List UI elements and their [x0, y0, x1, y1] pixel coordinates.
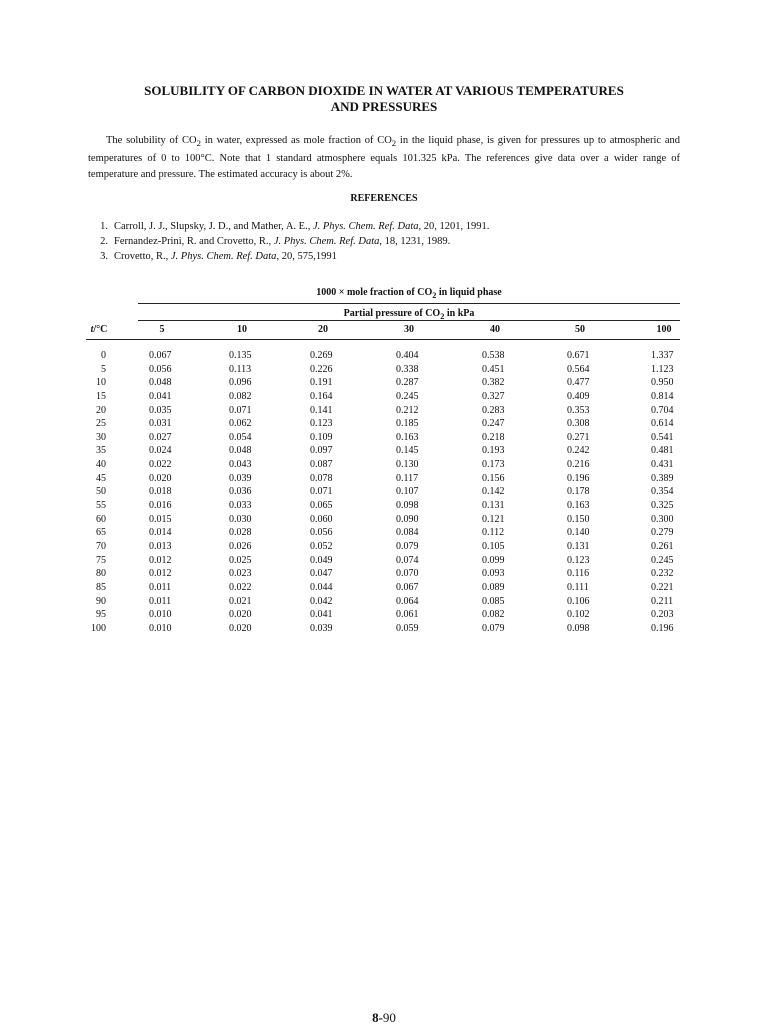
- mole-fraction-cell: 0.041: [310, 609, 333, 621]
- table-row: [0, 431, 768, 445]
- mole-fraction-cell: 0.109: [310, 431, 333, 443]
- mole-fraction-cell: 0.054: [229, 431, 252, 443]
- mole-fraction-cell: 0.338: [396, 363, 419, 375]
- table-row: [0, 417, 768, 431]
- temperature-cell: 10: [96, 377, 106, 389]
- mole-fraction-cell: 0.039: [229, 472, 252, 484]
- table-row: [0, 444, 768, 458]
- mole-fraction-cell: 0.226: [310, 363, 333, 375]
- pressure-column-header: 20: [318, 324, 328, 335]
- mole-fraction-cell: 0.216: [567, 459, 590, 471]
- mole-fraction-cell: 0.087: [310, 459, 333, 471]
- references-list: [88, 219, 489, 264]
- table-row: [0, 404, 768, 418]
- mole-fraction-cell: 0.106: [567, 595, 590, 607]
- table-row: [0, 608, 768, 622]
- mole-fraction-cell: 0.269: [310, 350, 333, 361]
- mole-fraction-cell: 0.614: [651, 418, 674, 430]
- mole-fraction-cell: 0.221: [651, 581, 674, 593]
- mole-fraction-cell: 0.111: [567, 581, 589, 593]
- temperature-cell: 100: [91, 622, 106, 634]
- mole-fraction-cell: 0.242: [567, 445, 590, 457]
- mole-fraction-cell: 0.477: [567, 377, 590, 389]
- mole-fraction-cell: 0.056: [149, 363, 172, 375]
- intro-paragraph: [88, 133, 680, 183]
- pressure-column-header: 50: [575, 324, 585, 335]
- mole-fraction-cell: 0.123: [310, 418, 333, 430]
- references-heading: REFERENCES: [350, 193, 418, 204]
- mole-fraction-cell: 0.089: [482, 581, 505, 593]
- mole-fraction-cell: 0.049: [310, 554, 333, 566]
- mole-fraction-cell: 0.131: [482, 500, 505, 512]
- mole-fraction-cell: 0.116: [567, 568, 590, 580]
- table-row: [0, 363, 768, 377]
- mole-fraction-cell: 0.071: [229, 404, 252, 416]
- mole-fraction-cell: 0.178: [567, 486, 590, 498]
- mole-fraction-cell: 0.025: [229, 554, 252, 566]
- mole-fraction-cell: 0.043: [229, 459, 252, 471]
- mole-fraction-cell: 0.041: [149, 390, 172, 402]
- temperature-cell: 30: [96, 431, 106, 443]
- mole-fraction-cell: 0.079: [482, 622, 505, 634]
- mole-fraction-cell: 0.070: [396, 568, 419, 580]
- mole-fraction-cell: 0.096: [229, 377, 252, 389]
- table-caption-text: 1000 × mole fraction of CO: [316, 287, 433, 298]
- mole-fraction-cell: 0.059: [396, 622, 419, 634]
- mole-fraction-cell: 0.015: [149, 513, 172, 525]
- mole-fraction-cell: 0.071: [310, 486, 333, 498]
- mole-fraction-cell: 0.028: [229, 527, 252, 539]
- mole-fraction-cell: 0.245: [651, 554, 674, 566]
- temperature-cell: 90: [96, 595, 106, 607]
- mole-fraction-cell: 0.191: [310, 377, 333, 389]
- table-row: [0, 390, 768, 404]
- table-row: [0, 349, 768, 363]
- mole-fraction-cell: 0.079: [396, 540, 419, 552]
- mole-fraction-cell: 0.010: [149, 622, 172, 634]
- mole-fraction-cell: 0.300: [651, 513, 674, 525]
- table-subcaption-subscript: 2: [440, 312, 445, 321]
- mole-fraction-cell: 0.090: [396, 513, 419, 525]
- mole-fraction-cell: 0.245: [396, 390, 419, 402]
- mole-fraction-cell: 0.271: [567, 431, 590, 443]
- mole-fraction-cell: 0.012: [149, 554, 172, 566]
- mole-fraction-cell: 0.064: [396, 595, 419, 607]
- table-row: [0, 595, 768, 609]
- temperature-cell: 80: [96, 568, 106, 580]
- table-row: [0, 376, 768, 390]
- mole-fraction-cell: 0.078: [310, 472, 333, 484]
- mole-fraction-cell: 0.211: [651, 595, 674, 607]
- reference-number: 1.: [100, 221, 108, 232]
- mole-fraction-cell: 1.337: [651, 350, 674, 361]
- page-number-section: 8-: [372, 1010, 383, 1025]
- temperature-cell: 0: [101, 350, 106, 361]
- mole-fraction-cell: 0.036: [229, 486, 252, 498]
- mole-fraction-cell: 0.062: [229, 418, 252, 430]
- temperature-cell: 55: [96, 500, 106, 512]
- mole-fraction-cell: 0.131: [567, 540, 590, 552]
- mole-fraction-cell: 0.283: [482, 404, 505, 416]
- intro-subscript-2: 2: [391, 138, 397, 149]
- table-row: [0, 485, 768, 499]
- mole-fraction-cell: 0.196: [567, 472, 590, 484]
- reference-number: 2.: [100, 236, 108, 247]
- page-title-line-2: AND PRESSURES: [330, 99, 438, 114]
- pressure-column-header: 5: [159, 324, 165, 335]
- mole-fraction-cell: 0.042: [310, 595, 333, 607]
- mole-fraction-cell: 0.052: [310, 540, 333, 552]
- mole-fraction-cell: 0.020: [149, 472, 172, 484]
- mole-fraction-cell: 0.097: [310, 445, 333, 457]
- mole-fraction-cell: 0.232: [651, 568, 674, 580]
- page-number-value: 90: [382, 1010, 396, 1025]
- mole-fraction-cell: 0.105: [482, 540, 505, 552]
- table-row: [0, 622, 768, 636]
- mole-fraction-cell: 0.212: [396, 404, 419, 416]
- mole-fraction-cell: 0.047: [310, 568, 333, 580]
- pressure-column-header: 100: [656, 324, 672, 335]
- mole-fraction-cell: 0.671: [567, 350, 590, 361]
- temperature-cell: 45: [96, 472, 106, 484]
- mole-fraction-cell: 0.218: [482, 431, 505, 443]
- mole-fraction-cell: 0.404: [396, 350, 419, 361]
- mole-fraction-cell: 0.279: [651, 527, 674, 539]
- temperature-cell: 70: [96, 540, 106, 552]
- reference-number: 3.: [100, 251, 108, 262]
- mole-fraction-cell: 0.541: [651, 431, 674, 443]
- mole-fraction-cell: 0.035: [149, 404, 172, 416]
- intro-text-2: in water, expressed as mole fraction of CO: [200, 135, 392, 146]
- mole-fraction-cell: 0.173: [482, 459, 505, 471]
- mole-fraction-cell: 0.156: [482, 472, 505, 484]
- mole-fraction-cell: 0.021: [229, 595, 252, 607]
- temperature-cell: 20: [96, 404, 106, 416]
- mole-fraction-cell: 0.023: [229, 568, 252, 580]
- mole-fraction-cell: 0.141: [310, 404, 333, 416]
- table-header-row: [0, 324, 768, 338]
- mole-fraction-cell: 0.150: [567, 513, 590, 525]
- temperature-cell: 25: [96, 418, 106, 430]
- reference-authors: Carroll, J. J., Slupsky, J. D., and Mather, A. E.,: [114, 221, 313, 232]
- mole-fraction-cell: 0.082: [482, 609, 505, 621]
- mole-fraction-cell: 0.261: [651, 540, 674, 552]
- temperature-cell: 85: [96, 581, 106, 593]
- table-row: [0, 540, 768, 554]
- mole-fraction-cell: 0.011: [149, 595, 172, 607]
- mole-fraction-cell: 0.067: [396, 581, 419, 593]
- temperature-cell: 5: [101, 363, 106, 375]
- mole-fraction-cell: 0.130: [396, 459, 419, 471]
- mole-fraction-cell: 0.163: [567, 500, 590, 512]
- mole-fraction-cell: 0.060: [310, 513, 333, 525]
- mole-fraction-cell: 0.039: [310, 622, 333, 634]
- mole-fraction-cell: 0.325: [651, 500, 674, 512]
- mole-fraction-cell: 0.098: [567, 622, 590, 634]
- table-row: [0, 472, 768, 486]
- mole-fraction-cell: 0.082: [229, 390, 252, 402]
- mole-fraction-cell: 0.145: [396, 445, 419, 457]
- mole-fraction-cell: 0.389: [651, 472, 674, 484]
- mole-fraction-cell: 0.024: [149, 445, 172, 457]
- intro-text-3: in the liquid phase, is given for pressures up to atmospheric and temperatures of 0 to 100°C. Note that 1 standard atmosphere equals 101.325 kPa. The references give data over a wider range of temperature and pressure. The estimated accuracy is about 2%.: [88, 135, 680, 181]
- mole-fraction-cell: 0.022: [229, 581, 252, 593]
- table-rule-header: [86, 339, 680, 340]
- mole-fraction-cell: 0.142: [482, 486, 505, 498]
- intro-subscript-1: 2: [196, 138, 201, 149]
- reference-item: [88, 249, 489, 264]
- mole-fraction-cell: 0.012: [149, 568, 172, 580]
- mole-fraction-cell: 0.065: [310, 500, 333, 512]
- mole-fraction-cell: 0.014: [149, 527, 172, 539]
- temperature-header: [86, 324, 112, 335]
- reference-authors: Crovetto, R.,: [114, 251, 171, 262]
- mole-fraction-cell: 0.117: [396, 472, 419, 484]
- mole-fraction-cell: 0.056: [310, 527, 333, 539]
- mole-fraction-cell: 0.061: [396, 609, 419, 621]
- mole-fraction-cell: 0.354: [651, 486, 674, 498]
- temperature-cell: 50: [96, 486, 106, 498]
- table-row: [0, 554, 768, 568]
- reference-journal: J. Phys. Chem. Ref. Data: [170, 251, 277, 262]
- temperature-header-symbol: t: [90, 324, 94, 335]
- mole-fraction-cell: 0.074: [396, 554, 419, 566]
- mole-fraction-cell: 0.112: [482, 527, 505, 539]
- mole-fraction-cell: 0.140: [567, 527, 590, 539]
- table-row: [0, 513, 768, 527]
- table-row: [0, 567, 768, 581]
- mole-fraction-cell: 0.163: [396, 431, 419, 443]
- mole-fraction-cell: 0.121: [482, 513, 505, 525]
- mole-fraction-cell: 0.193: [482, 445, 505, 457]
- mole-fraction-cell: 0.353: [567, 404, 590, 416]
- mole-fraction-cell: 0.704: [651, 404, 674, 416]
- temperature-header-unit: /°C: [93, 324, 108, 335]
- intro-text-1: The solubility of CO: [106, 135, 197, 146]
- mole-fraction-cell: 0.950: [651, 377, 674, 389]
- mole-fraction-cell: 1.123: [651, 363, 674, 375]
- reference-item: [88, 234, 489, 249]
- mole-fraction-cell: 0.196: [651, 622, 674, 634]
- reference-authors: Fernandez-Prini, R. and Crovetto, R.,: [114, 236, 274, 247]
- table-caption-subscript: 2: [432, 291, 437, 300]
- table-body: [0, 349, 768, 635]
- reference-journal: J. Phys. Chem. Ref. Data: [273, 236, 380, 247]
- temperature-cell: 95: [96, 609, 106, 621]
- mole-fraction-cell: 0.287: [396, 377, 419, 389]
- table-caption: [138, 287, 680, 300]
- mole-fraction-cell: 0.203: [651, 609, 674, 621]
- table-row: [0, 526, 768, 540]
- reference-journal: J. Phys. Chem. Ref. Data: [312, 221, 419, 232]
- mole-fraction-cell: 0.308: [567, 418, 590, 430]
- mole-fraction-cell: 0.031: [149, 418, 172, 430]
- mole-fraction-cell: 0.020: [229, 622, 252, 634]
- temperature-cell: 75: [96, 554, 106, 566]
- temperature-cell: 40: [96, 459, 106, 471]
- mole-fraction-cell: 0.113: [229, 363, 252, 375]
- mole-fraction-cell: 0.048: [149, 377, 172, 389]
- mole-fraction-cell: 0.048: [229, 445, 252, 457]
- mole-fraction-cell: 0.013: [149, 540, 172, 552]
- mole-fraction-cell: 0.185: [396, 418, 419, 430]
- reference-citation: , 20, 575,1991: [276, 251, 337, 262]
- mole-fraction-cell: 0.026: [229, 540, 252, 552]
- mole-fraction-cell: 0.327: [482, 390, 505, 402]
- temperature-cell: 35: [96, 445, 106, 457]
- mole-fraction-cell: 0.033: [229, 500, 252, 512]
- mole-fraction-cell: 0.067: [149, 350, 172, 361]
- page-title: [90, 83, 678, 115]
- temperature-cell: 60: [96, 513, 106, 525]
- mole-fraction-cell: 0.020: [229, 609, 252, 621]
- mole-fraction-cell: 0.538: [482, 350, 505, 361]
- mole-fraction-cell: 0.481: [651, 445, 674, 457]
- mole-fraction-cell: 0.164: [310, 390, 333, 402]
- reference-item: [88, 219, 489, 234]
- table-subcaption-suffix: in kPa: [444, 308, 475, 319]
- mole-fraction-cell: 0.102: [567, 609, 590, 621]
- temperature-cell: 65: [96, 527, 106, 539]
- mole-fraction-cell: 0.564: [567, 363, 590, 375]
- mole-fraction-cell: 0.107: [396, 486, 419, 498]
- page-title-line-1: SOLUBILITY OF CARBON DIOXIDE IN WATER AT VARIOUS TEMPERATURES: [144, 83, 624, 98]
- pressure-column-header: 10: [237, 324, 247, 335]
- mole-fraction-cell: 0.093: [482, 568, 505, 580]
- mole-fraction-cell: 0.123: [567, 554, 590, 566]
- table-row: [0, 581, 768, 595]
- table-rule-middle: [138, 320, 680, 321]
- mole-fraction-cell: 0.022: [149, 459, 172, 471]
- temperature-cell: 15: [96, 390, 106, 402]
- mole-fraction-cell: 0.431: [651, 459, 674, 471]
- table-row: [0, 499, 768, 513]
- mole-fraction-cell: 0.382: [482, 377, 505, 389]
- mole-fraction-cell: 0.099: [482, 554, 505, 566]
- mole-fraction-cell: 0.451: [482, 363, 505, 375]
- mole-fraction-cell: 0.044: [310, 581, 333, 593]
- pressure-column-header: 30: [404, 324, 414, 335]
- reference-citation: , 18, 1231, 1989.: [379, 236, 451, 247]
- mole-fraction-cell: 0.085: [482, 595, 505, 607]
- mole-fraction-cell: 0.409: [567, 390, 590, 402]
- reference-citation: , 20, 1201, 1991.: [418, 221, 490, 232]
- table-subcaption-text: Partial pressure of CO: [343, 308, 441, 319]
- mole-fraction-cell: 0.084: [396, 527, 419, 539]
- mole-fraction-cell: 0.098: [396, 500, 419, 512]
- table-row: [0, 458, 768, 472]
- pressure-column-header: 40: [490, 324, 500, 335]
- mole-fraction-cell: 0.030: [229, 513, 252, 525]
- mole-fraction-cell: 0.016: [149, 500, 172, 512]
- mole-fraction-cell: 0.011: [149, 581, 172, 593]
- table-caption-suffix: in liquid phase: [436, 287, 502, 298]
- mole-fraction-cell: 0.247: [482, 418, 505, 430]
- mole-fraction-cell: 0.135: [229, 350, 252, 361]
- table-rule-top: [138, 303, 680, 304]
- mole-fraction-cell: 0.010: [149, 609, 172, 621]
- mole-fraction-cell: 0.814: [651, 390, 674, 402]
- mole-fraction-cell: 0.018: [149, 486, 172, 498]
- mole-fraction-cell: 0.027: [149, 431, 172, 443]
